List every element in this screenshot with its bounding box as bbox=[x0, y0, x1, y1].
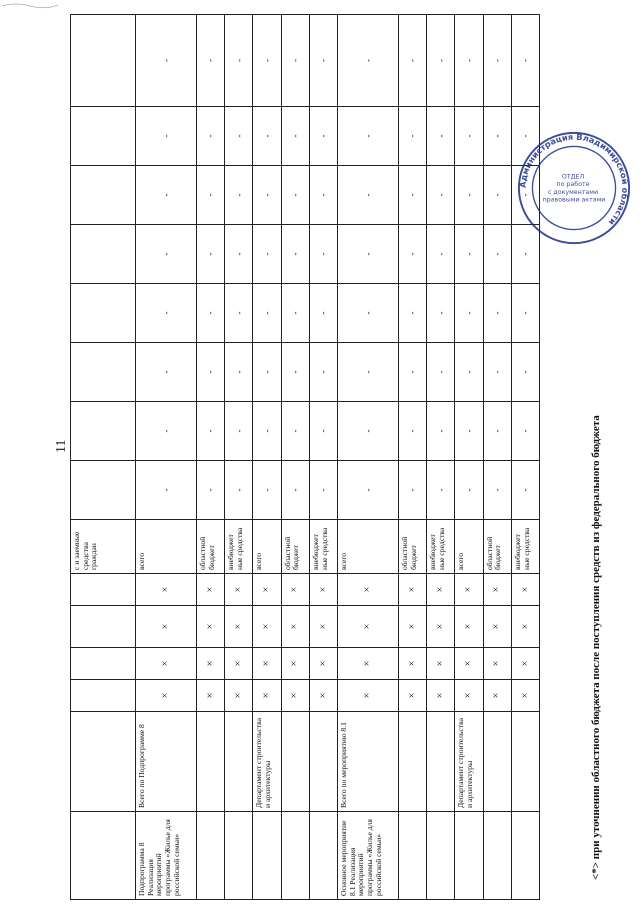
table-row bbox=[309, 15, 337, 900]
code-cell: × bbox=[225, 680, 253, 712]
code-cell: × bbox=[427, 648, 455, 680]
code-cell: × bbox=[483, 648, 511, 680]
executor-cell bbox=[309, 712, 337, 812]
table-row bbox=[281, 15, 309, 900]
value-cell: - bbox=[225, 343, 253, 402]
code-cell: × bbox=[483, 680, 511, 712]
code-cell: × bbox=[337, 606, 398, 648]
value-cell: - bbox=[337, 15, 398, 107]
value-cell: - bbox=[136, 284, 197, 343]
code-cell: × bbox=[197, 574, 225, 606]
code-cell: × bbox=[309, 606, 337, 648]
value-cell: - bbox=[511, 107, 539, 166]
source-cell: областной бюджет bbox=[399, 520, 427, 574]
source-cell: областной бюджет bbox=[483, 520, 511, 574]
code-cell: × bbox=[399, 648, 427, 680]
value-cell: - bbox=[225, 284, 253, 343]
code-cell: × bbox=[136, 574, 197, 606]
code-cell: × bbox=[511, 680, 539, 712]
value-cell: - bbox=[136, 343, 197, 402]
value-cell: - bbox=[483, 461, 511, 520]
code-cell: × bbox=[511, 574, 539, 606]
table-row bbox=[225, 15, 253, 900]
code-cell: × bbox=[197, 680, 225, 712]
official-stamp bbox=[516, 130, 632, 246]
value-cell: - bbox=[337, 461, 398, 520]
value-cell: - bbox=[309, 343, 337, 402]
executor-cell: Всего по мероприятию 8.1 bbox=[337, 712, 398, 812]
value-cell: - bbox=[136, 225, 197, 284]
value-cell: - bbox=[427, 166, 455, 225]
value-cell: - bbox=[511, 15, 539, 107]
code-cell: × bbox=[253, 680, 281, 712]
value-cell: - bbox=[511, 284, 539, 343]
rotated-table-container bbox=[70, 15, 540, 900]
executor-cell bbox=[399, 712, 427, 812]
source-cell: всего bbox=[455, 520, 483, 574]
executor-cell: Департамент строительства и архитектуры bbox=[455, 712, 483, 812]
value-cell: - bbox=[483, 343, 511, 402]
value-cell: - bbox=[427, 15, 455, 107]
value-cell: - bbox=[337, 166, 398, 225]
value-cell: - bbox=[399, 225, 427, 284]
table-row bbox=[337, 15, 398, 900]
source-cell: всего bbox=[253, 520, 281, 574]
executor-cell bbox=[483, 712, 511, 812]
program-cell bbox=[225, 812, 253, 900]
value-cell: - bbox=[511, 461, 539, 520]
value-cell: - bbox=[483, 166, 511, 225]
table-row bbox=[197, 15, 225, 900]
value-cell: - bbox=[309, 461, 337, 520]
code-cell: × bbox=[281, 574, 309, 606]
table-row bbox=[427, 15, 455, 900]
page-number: 11 bbox=[54, 439, 69, 453]
value-cell: - bbox=[281, 225, 309, 284]
code-cell: × bbox=[399, 606, 427, 648]
code-cell: × bbox=[511, 606, 539, 648]
value-cell: - bbox=[309, 284, 337, 343]
value-cell: - bbox=[225, 15, 253, 107]
program-cell bbox=[281, 812, 309, 900]
value-cell: - bbox=[483, 402, 511, 461]
code-cell: × bbox=[511, 648, 539, 680]
code-cell: × bbox=[281, 648, 309, 680]
value-cell: - bbox=[455, 15, 483, 107]
value-cell: - bbox=[399, 343, 427, 402]
stamp-outer-text: Администрация Владимирской области bbox=[517, 131, 631, 228]
value-cell: - bbox=[253, 166, 281, 225]
code-cell: × bbox=[455, 606, 483, 648]
value-cell: - bbox=[281, 343, 309, 402]
value-cell: - bbox=[427, 461, 455, 520]
value-cell: - bbox=[427, 225, 455, 284]
value-cell: - bbox=[136, 461, 197, 520]
value-cell: - bbox=[253, 225, 281, 284]
value-cell: - bbox=[483, 225, 511, 284]
program-cell: Подпрограмма 8 Реализация мероприятий программы «Жилье для российской семьи» bbox=[136, 812, 197, 900]
value-cell: - bbox=[197, 166, 225, 225]
value-cell: - bbox=[197, 284, 225, 343]
code-cell: × bbox=[427, 680, 455, 712]
value-cell: - bbox=[309, 15, 337, 107]
value-cell: - bbox=[427, 343, 455, 402]
table-header-fragment-row bbox=[71, 15, 136, 900]
table-row bbox=[483, 15, 511, 900]
value-cell: - bbox=[337, 343, 398, 402]
program-cell bbox=[511, 812, 539, 900]
value-cell: - bbox=[253, 402, 281, 461]
value-cell: - bbox=[337, 225, 398, 284]
value-cell: - bbox=[281, 15, 309, 107]
source-cell: всего bbox=[136, 520, 197, 574]
code-cell: × bbox=[455, 574, 483, 606]
executor-cell bbox=[511, 712, 539, 812]
program-cell: Основное мероприятие 8.1 Реализация мероприятий программы «Жилье для российской семьи» bbox=[337, 812, 398, 900]
footnote: <*> при уточнении областного бюджета после поступления средств из федерального бюджета bbox=[590, 415, 602, 880]
value-cell: - bbox=[309, 107, 337, 166]
code-cell: × bbox=[337, 648, 398, 680]
value-cell: - bbox=[225, 225, 253, 284]
budget-table bbox=[70, 14, 540, 900]
executor-cell bbox=[427, 712, 455, 812]
value-cell: - bbox=[483, 15, 511, 107]
code-cell: × bbox=[197, 648, 225, 680]
value-cell: - bbox=[281, 402, 309, 461]
value-cell: - bbox=[511, 166, 539, 225]
source-cell: областной бюджет bbox=[197, 520, 225, 574]
value-cell: - bbox=[281, 166, 309, 225]
code-cell: × bbox=[225, 648, 253, 680]
value-cell: - bbox=[136, 166, 197, 225]
executor-cell bbox=[197, 712, 225, 812]
value-cell: - bbox=[197, 107, 225, 166]
table-row bbox=[455, 15, 483, 900]
svg-text:ОТДЕЛ по работе с доку: ОТДЕЛ по работе с документами правовыми актами bbox=[542, 173, 606, 204]
value-cell: - bbox=[225, 461, 253, 520]
value-cell: - bbox=[225, 402, 253, 461]
value-cell: - bbox=[136, 107, 197, 166]
code-cell: × bbox=[455, 648, 483, 680]
value-cell: - bbox=[455, 166, 483, 225]
code-cell: × bbox=[281, 606, 309, 648]
value-cell: - bbox=[337, 402, 398, 461]
code-cell: × bbox=[399, 574, 427, 606]
table-row bbox=[136, 15, 197, 900]
value-cell: - bbox=[197, 402, 225, 461]
corner-scribble bbox=[0, 0, 60, 10]
table-row bbox=[253, 15, 281, 900]
executor-cell: Департамент строительства и архитектуры bbox=[253, 712, 281, 812]
value-cell: - bbox=[281, 461, 309, 520]
value-cell: - bbox=[337, 284, 398, 343]
value-cell: - bbox=[399, 166, 427, 225]
value-cell: - bbox=[511, 225, 539, 284]
source-cell: всего bbox=[337, 520, 398, 574]
code-cell: × bbox=[225, 606, 253, 648]
value-cell: - bbox=[511, 402, 539, 461]
code-cell: × bbox=[225, 574, 253, 606]
value-cell: - bbox=[309, 402, 337, 461]
code-cell: × bbox=[136, 648, 197, 680]
value-cell: - bbox=[197, 461, 225, 520]
program-cell bbox=[399, 812, 427, 900]
value-cell: - bbox=[136, 15, 197, 107]
value-cell: - bbox=[197, 343, 225, 402]
value-cell: - bbox=[253, 461, 281, 520]
code-cell: × bbox=[253, 606, 281, 648]
value-cell: - bbox=[427, 284, 455, 343]
code-cell: × bbox=[309, 648, 337, 680]
value-cell: - bbox=[427, 107, 455, 166]
header-fragment: с и заемные средства граждан bbox=[71, 520, 136, 574]
source-cell: внебюджет ные средства bbox=[225, 520, 253, 574]
code-cell: × bbox=[427, 606, 455, 648]
value-cell: - bbox=[455, 461, 483, 520]
value-cell: - bbox=[483, 107, 511, 166]
executor-cell: Всего по Подпрограмме 8 bbox=[136, 712, 197, 812]
value-cell: - bbox=[309, 166, 337, 225]
source-cell: внебюджет ные средства bbox=[511, 520, 539, 574]
code-cell: × bbox=[136, 606, 197, 648]
value-cell: - bbox=[197, 15, 225, 107]
value-cell: - bbox=[197, 225, 225, 284]
code-cell: × bbox=[399, 680, 427, 712]
value-cell: - bbox=[253, 284, 281, 343]
program-cell bbox=[427, 812, 455, 900]
value-cell: - bbox=[281, 284, 309, 343]
source-cell: внебюджет ные средства bbox=[309, 520, 337, 574]
code-cell: × bbox=[197, 606, 225, 648]
value-cell: - bbox=[225, 107, 253, 166]
value-cell: - bbox=[455, 343, 483, 402]
program-cell bbox=[455, 812, 483, 900]
executor-cell bbox=[225, 712, 253, 812]
value-cell: - bbox=[455, 284, 483, 343]
code-cell: × bbox=[281, 680, 309, 712]
value-cell: - bbox=[399, 15, 427, 107]
value-cell: - bbox=[399, 402, 427, 461]
source-cell: внебюджет ные средства bbox=[427, 520, 455, 574]
program-cell bbox=[309, 812, 337, 900]
value-cell: - bbox=[253, 15, 281, 107]
value-cell: - bbox=[253, 343, 281, 402]
value-cell: - bbox=[455, 402, 483, 461]
code-cell: × bbox=[253, 574, 281, 606]
value-cell: - bbox=[225, 166, 253, 225]
program-cell bbox=[253, 812, 281, 900]
value-cell: - bbox=[455, 225, 483, 284]
value-cell: - bbox=[455, 107, 483, 166]
value-cell: - bbox=[309, 225, 337, 284]
value-cell: - bbox=[337, 107, 398, 166]
code-cell: × bbox=[337, 680, 398, 712]
value-cell: - bbox=[281, 107, 309, 166]
program-cell bbox=[483, 812, 511, 900]
source-cell: областной бюджет bbox=[281, 520, 309, 574]
value-cell: - bbox=[399, 284, 427, 343]
code-cell: × bbox=[455, 680, 483, 712]
code-cell: × bbox=[483, 574, 511, 606]
value-cell: - bbox=[511, 343, 539, 402]
code-cell: × bbox=[309, 574, 337, 606]
value-cell: - bbox=[253, 107, 281, 166]
executor-cell bbox=[281, 712, 309, 812]
program-cell bbox=[197, 812, 225, 900]
code-cell: × bbox=[253, 648, 281, 680]
code-cell: × bbox=[136, 680, 197, 712]
value-cell: - bbox=[427, 402, 455, 461]
table-row bbox=[399, 15, 427, 900]
code-cell: × bbox=[337, 574, 398, 606]
code-cell: × bbox=[309, 680, 337, 712]
value-cell: - bbox=[399, 461, 427, 520]
value-cell: - bbox=[399, 107, 427, 166]
value-cell: - bbox=[136, 402, 197, 461]
code-cell: × bbox=[483, 606, 511, 648]
code-cell: × bbox=[427, 574, 455, 606]
value-cell: - bbox=[483, 284, 511, 343]
